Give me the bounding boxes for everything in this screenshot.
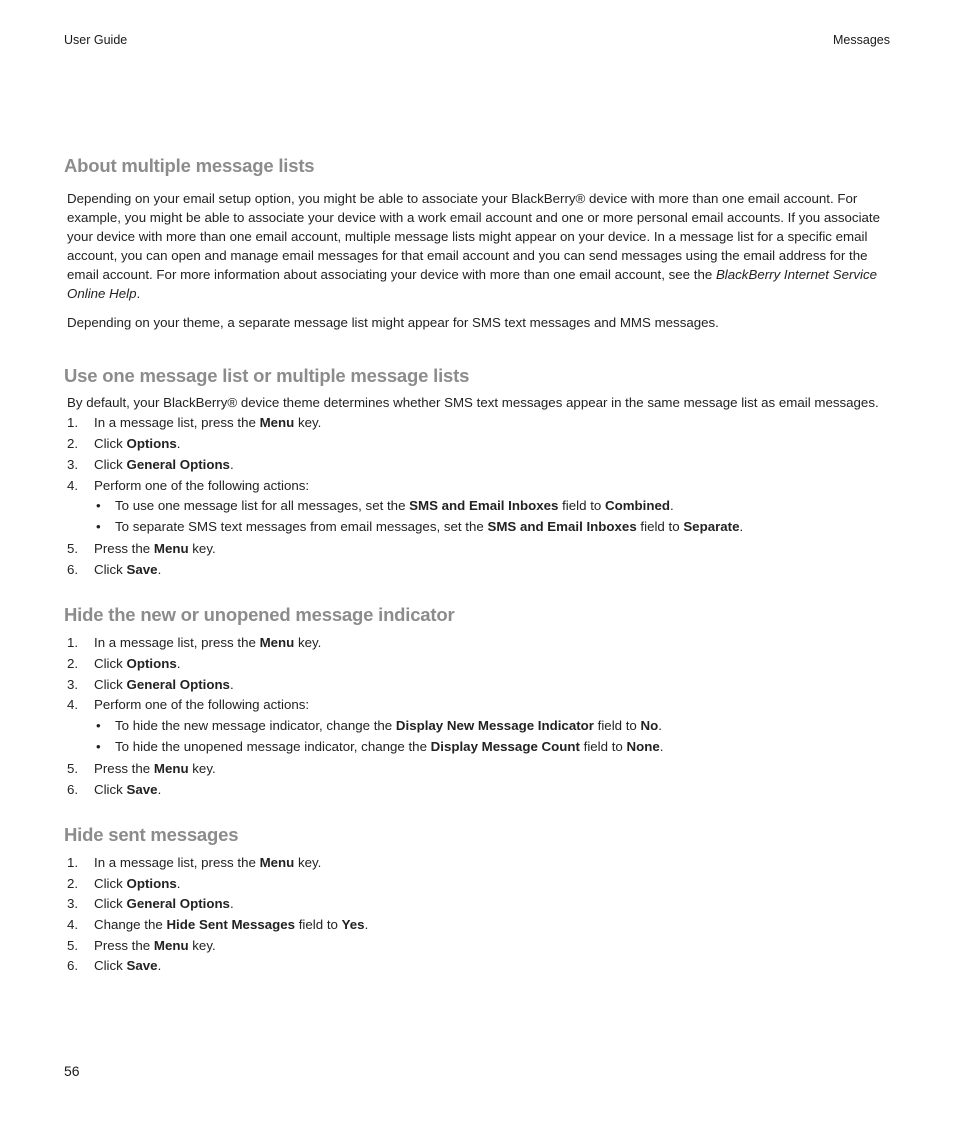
list-item: • To hide the new message indicator, change the Display New Message Indicator field to No.: [96, 718, 662, 733]
list-item: 2. Click Options.: [67, 436, 181, 451]
list-item: 6. Click Save.: [67, 782, 162, 797]
list-item: 2. Click Options.: [67, 656, 181, 671]
about-paragraph-1-text: Depending on your email setup option, you might be able to associate your BlackBerry® device with more than one email account. For example, you might be able to associate your device with a work email account and one or more personal email accounts. If you associate your device with more than one email account, multiple message lists might appear on your device. In a message list for a specific email account, you can open and manage email messages for that email account and you can send messages using the email address for the email account. For more information about associating your device with more than one email account, see the: [67, 191, 881, 282]
list-item: 4. Change the Hide Sent Messages field to Yes.: [67, 917, 369, 932]
section-title-about-multiple-lists: About multiple message lists: [64, 155, 315, 176]
list-item: 6. Click Save.: [67, 562, 162, 577]
list-item: 2. Click Options.: [67, 876, 181, 891]
list-item: 5. Press the Menu key.: [67, 541, 216, 556]
about-paragraph-2: Depending on your theme, a separate message list might appear for SMS text messages and MMS messages.: [67, 315, 719, 330]
list-item: 4. Perform one of the following actions:: [67, 697, 310, 712]
list-item: 3. Click General Options.: [67, 677, 234, 692]
section-title-hide-indicator: Hide the new or unopened message indicator: [64, 604, 455, 625]
section-title-use-one-or-multiple: Use one message list or multiple message lists: [64, 365, 470, 386]
list-item: 6. Click Save.: [67, 958, 162, 973]
list-item: 1. In a message list, press the Menu key.: [67, 635, 322, 650]
list-item: • To separate SMS text messages from email messages, set the SMS and Email Inboxes field to Separate.: [96, 519, 744, 534]
about-paragraph-1-end: .: [136, 286, 141, 301]
list-item: 1. In a message list, press the Menu key.: [67, 415, 322, 430]
section-title-hide-sent: Hide sent messages: [64, 824, 239, 845]
page-number: 56: [64, 1063, 80, 1079]
about-paragraph-1: [67, 189, 893, 303]
list-item: • To hide the unopened message indicator, change the Display Message Count field to None.: [96, 739, 664, 754]
list-item: 4. Perform one of the following actions:: [67, 478, 310, 493]
use-lists-intro: By default, your BlackBerry® device theme determines whether SMS text messages appear in the same message list as email messages.: [67, 395, 879, 410]
list-item: • To use one message list for all messages, set the SMS and Email Inboxes field to Combined.: [96, 498, 674, 513]
list-item: 3. Click General Options.: [67, 457, 234, 472]
list-item: 5. Press the Menu key.: [67, 761, 216, 776]
list-item: 5. Press the Menu key.: [67, 938, 216, 953]
online-help-reference: BlackBerry Internet Service Online Help: [67, 267, 878, 301]
running-header-left: User Guide: [64, 33, 128, 47]
list-item: 3. Click General Options.: [67, 896, 234, 911]
running-header-right: Messages: [833, 33, 890, 47]
list-item: 1. In a message list, press the Menu key.: [67, 855, 322, 870]
